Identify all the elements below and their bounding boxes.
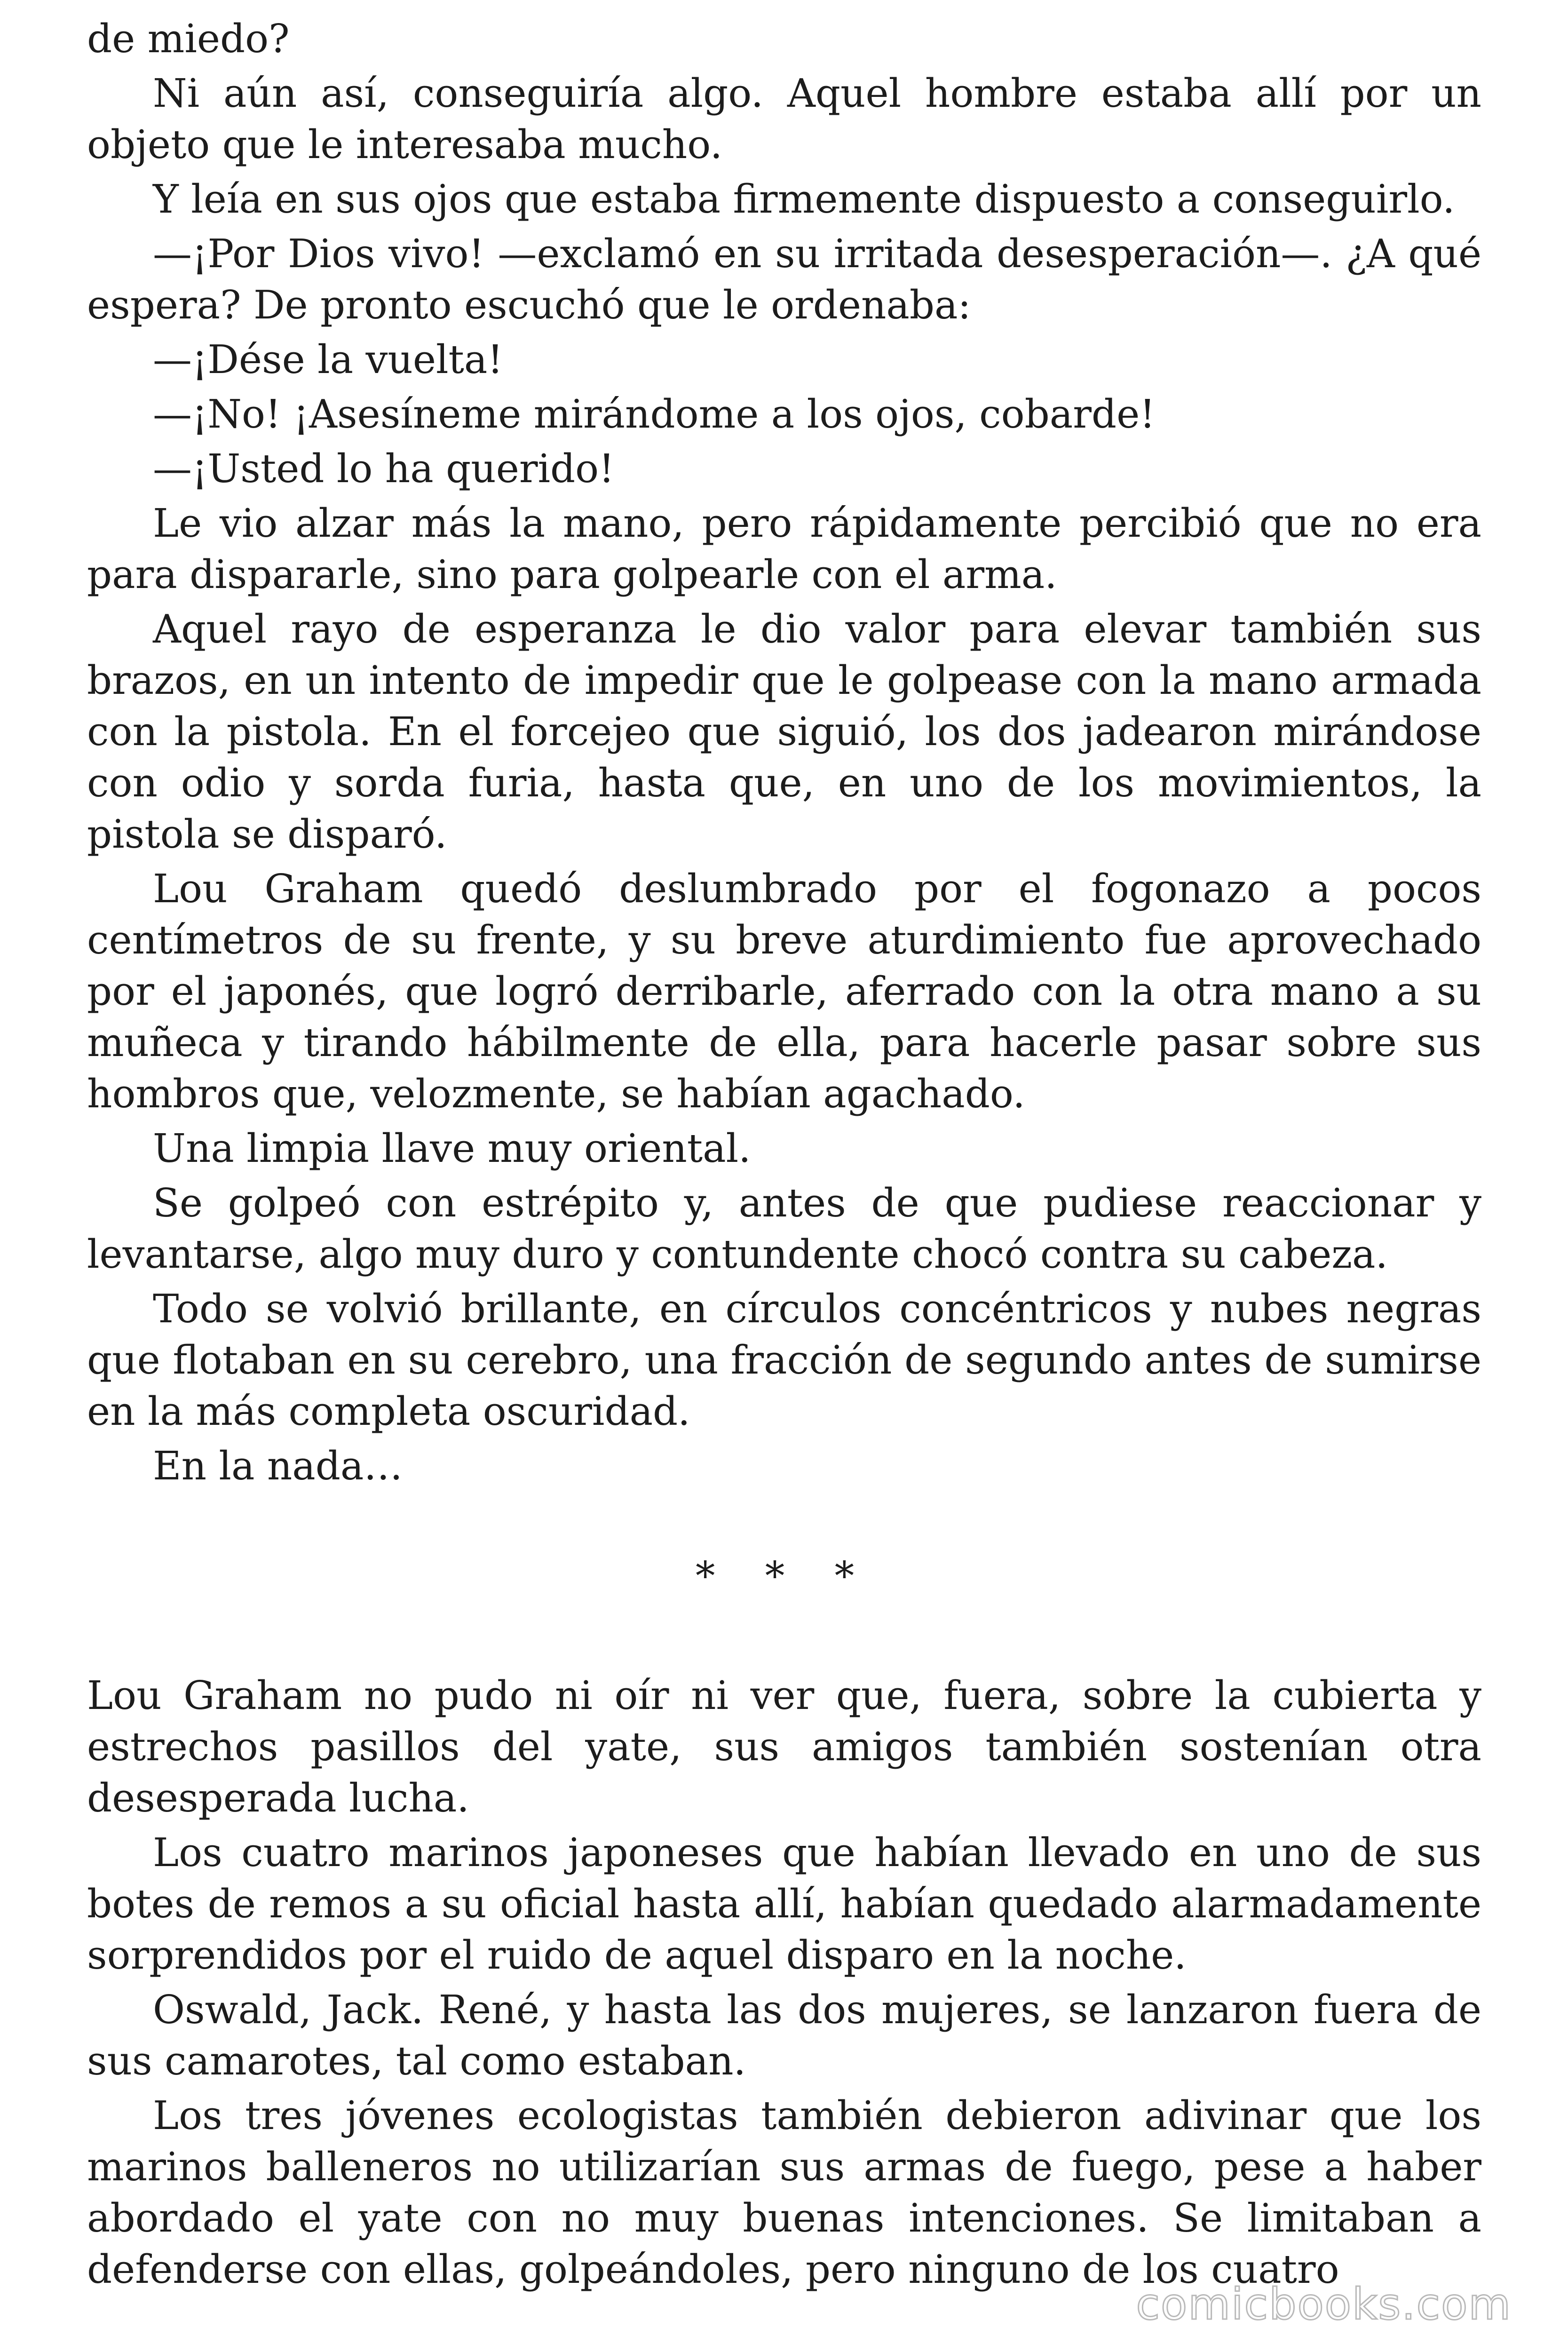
- paragraph: Oswald, Jack. René, y hasta las dos mujeres, se lanzaron fuera de sus camarotes, tal como estaban.: [87, 1987, 1481, 2084]
- paragraph: Aquel rayo de esperanza le dio valor para elevar también sus brazos, en un intento de impedir que le golpease con la mano armada con la pistola. En el forcejeo que siguió, los dos jadearon mirándose con odio y sorda furia, hasta que, en uno de los movimientos, la pistola se disparó.: [87, 606, 1481, 857]
- paragraph: Todo se volvió brillante, en círculos concéntricos y nubes negras que flotaban en su cerebro, una fracción de segundo antes de sumirse en la más completa oscuridad.: [87, 1286, 1481, 1434]
- paragraph: —¡No! ¡Asesíneme mirándome a los ojos, cobarde!: [153, 391, 1156, 437]
- paragraph: Le vio alzar más la mano, pero rápidamente percibió que no era para dispararle, sino para golpearle con el arma.: [87, 501, 1481, 597]
- paragraph: de miedo?: [87, 16, 290, 62]
- paragraph: Los cuatro marinos japoneses que habían llevado en uno de sus botes de remos a su oficial hasta allí, habían quedado alarmadamente sorprendidos por el ruido de aquel disparo en la noche.: [87, 1830, 1481, 1978]
- paragraph: Una limpia llave muy oriental.: [153, 1126, 751, 1171]
- paragraph: En la nada…: [153, 1443, 403, 1489]
- paragraph: Lou Graham no pudo ni oír ni ver que, fuera, sobre la cubierta y estrechos pasillos del yate, sus amigos también sostenían otra desesperada lucha.: [87, 1673, 1481, 1821]
- paragraph: Lou Graham quedó deslumbrado por el fogonazo a pocos centímetros de su frente, y su breve aturdimiento fue aprovechado por el japonés, que logró derribarle, aferrado con la otra mano a su muñeca y tirando hábilmente de ella, para hacerle pasar sobre sus hombros que, velozmente, se habían agachado.: [87, 866, 1481, 1117]
- watermark-text: comicbooks.com: [1136, 2279, 1512, 2329]
- paragraph: Los tres jóvenes ecologistas también debieron adivinar que los marinos balleneros no utilizarían sus armas de fuego, pese a haber abordado el yate con no muy buenas intenciones. Se limitaban a defenderse con ellas, golpeándoles, pero ninguno de los cuatro: [87, 2093, 1481, 2292]
- paragraph: —¡Usted lo ha querido!: [153, 446, 615, 492]
- book-page: [87, 13, 1481, 2298]
- paragraph: Ni aún así, conseguiría algo. Aquel hombre estaba allí por un objeto que le interesaba mucho.: [87, 71, 1481, 167]
- paragraph: —¡Por Dios vivo! —exclamó en su irritada desesperación—. ¿A qué espera? De pronto escuchó que le ordenaba:: [87, 231, 1481, 328]
- scene-break-separator: * * *: [695, 1553, 873, 1599]
- paragraph: Se golpeó con estrépito y, antes de que pudiese reaccionar y levantarse, algo muy duro y contundente chocó contra su cabeza.: [87, 1180, 1481, 1277]
- paragraph: —¡Dése la vuelta!: [153, 337, 503, 382]
- paragraph: Y leía en sus ojos que estaba firmemente dispuesto a conseguirlo.: [153, 176, 1455, 222]
